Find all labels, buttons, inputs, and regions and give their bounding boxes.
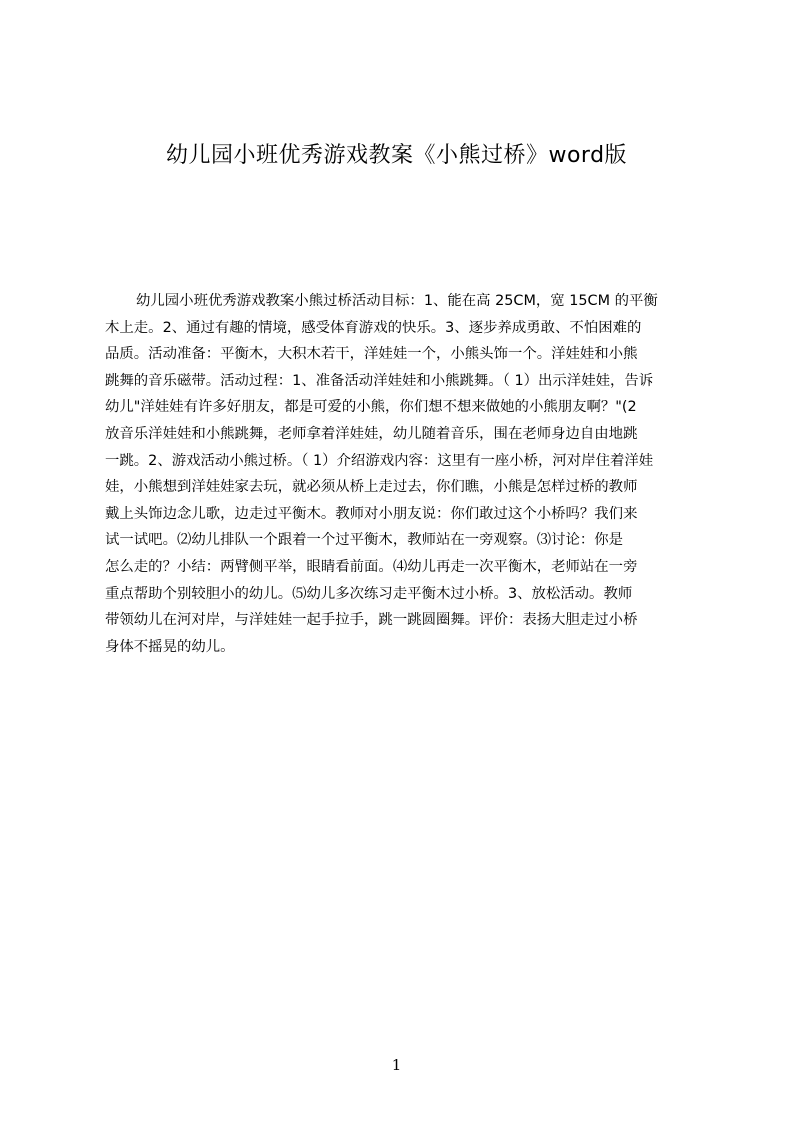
body-line: 娃，小熊想到洋娃娃家去玩，就必须从桥上走过去，你们瞧，小熊是怎样过桥的教师	[105, 479, 638, 496]
body-line: 品质。活动准备：平衡木，大积木若干，洋娃娃一个，小熊头饰一个。洋娃娃和小熊	[105, 346, 638, 363]
body-line: 怎么走的？小结：两臂侧平举，眼睛看前面。⑷幼儿再走一次平衡木，老师站在一旁	[105, 558, 638, 575]
body-line: 一跳。2、游戏活动小熊过桥。（ 1）介绍游戏内容：这里有一座小桥，河对岸住着洋娃	[105, 452, 654, 469]
page-number: 1	[391, 1056, 402, 1074]
body-line: 幼儿"洋娃娃有许多好朋友，都是可爱的小熊，你们想不想来做她的小熊朋友啊？"(2	[105, 399, 637, 416]
body-line: 放音乐洋娃娃和小熊跳舞，老师拿着洋娃娃，幼儿随着音乐，围在老师身边自由地跳	[105, 425, 638, 442]
body-line: 跳舞的音乐磁带。活动过程：1、准备活动洋娃娃和小熊跳舞。（ 1）出示洋娃娃，告诉	[105, 372, 654, 389]
body-line: 幼儿园小班优秀游戏教案小熊过桥活动目标：1、能在高 25CM，宽 15CM 的平衡	[136, 293, 658, 309]
body-line: 试一试吧。⑵幼儿排队一个跟着一个过平衡木，教师站在一旁观察。⑶讨论：你是	[105, 532, 624, 549]
body-paragraph	[105, 288, 697, 660]
body-line: 木上走。2、通过有趣的情境，感受体育游戏的快乐。3、逐步养成勇敢、不怕困难的	[105, 319, 642, 336]
body-line: 带领幼儿在河对岸，与洋娃娃一起手拉手，跳一跳圆圈舞。评价：表扬大胆走过小桥	[105, 612, 638, 629]
body-line: 身体不摇晃的幼儿。	[105, 638, 235, 655]
body-line: 戴上头饰边念儿歌，边走过平衡木。教师对小朋友说：你们敢过这个小桥吗？我们来	[105, 505, 638, 522]
document-title: 幼儿园小班优秀游戏教案《小熊过桥》word版	[165, 143, 628, 168]
body-line: 重点帮助个别较胆小的幼儿。⑸幼儿多次练习走平衡木过小桥。3、放松活动。教师	[105, 585, 633, 602]
